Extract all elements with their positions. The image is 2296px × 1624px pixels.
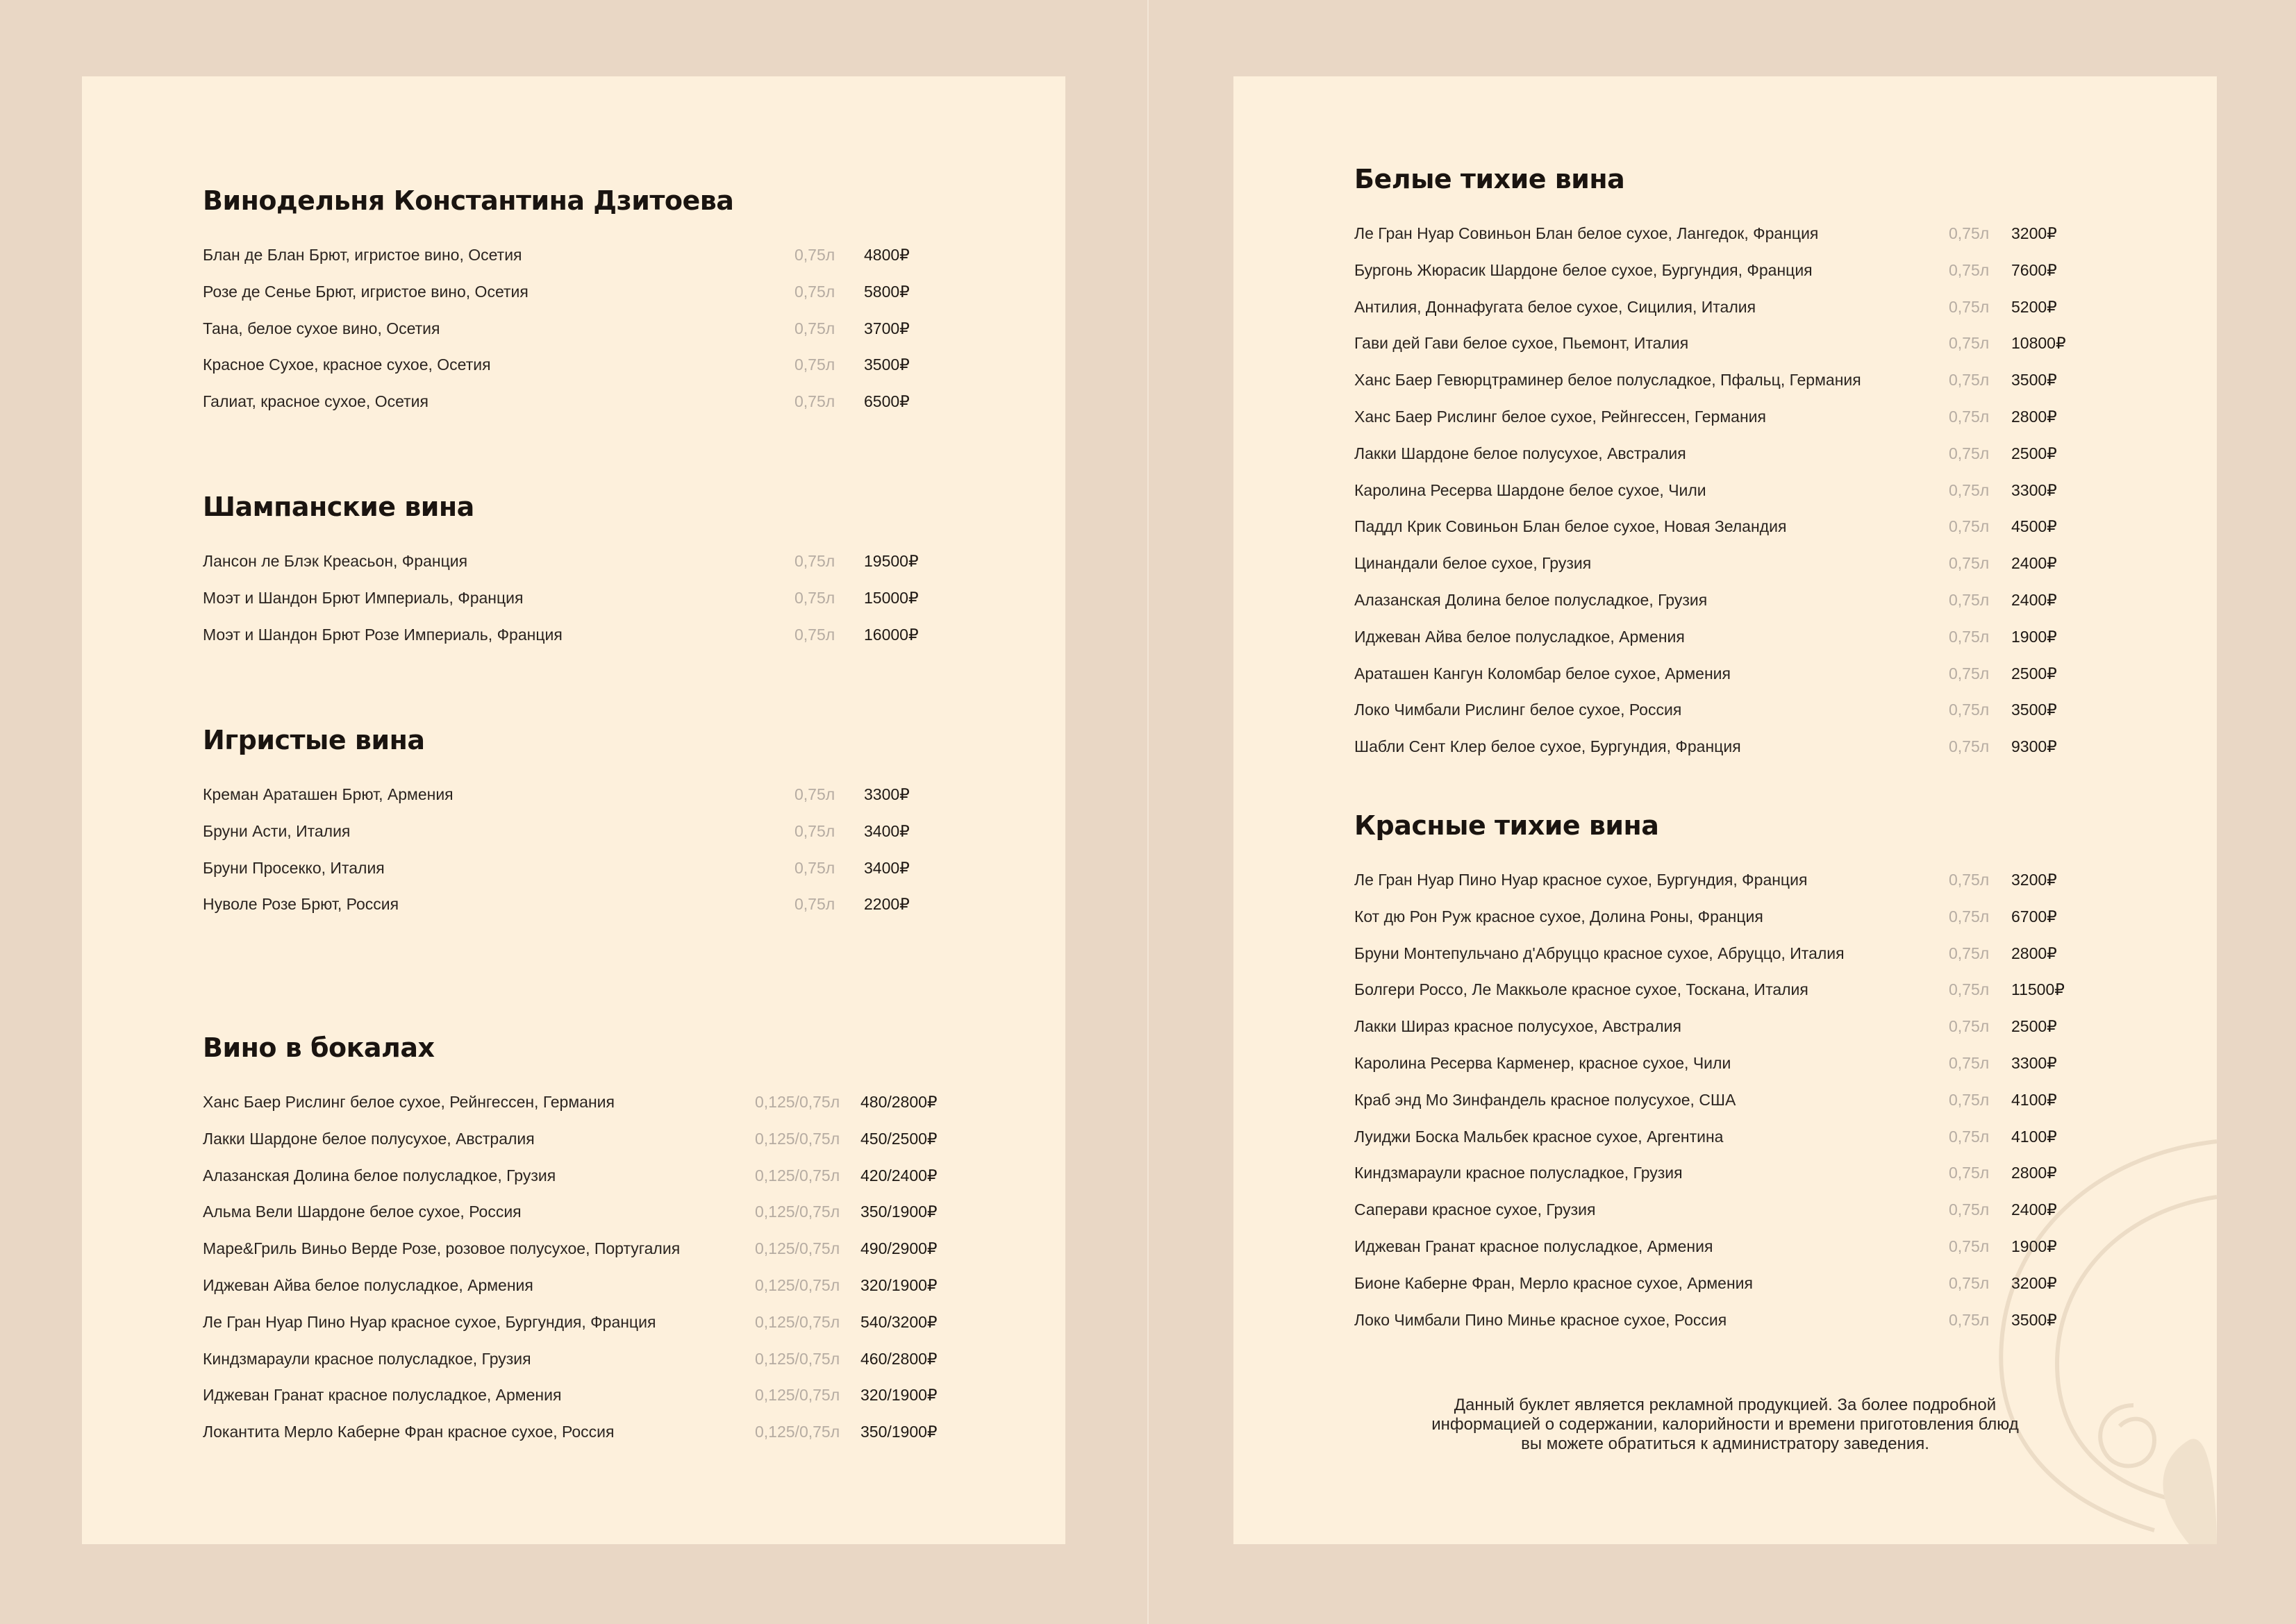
spread-fold: [1147, 0, 1149, 1624]
wine-name: Локантита Мерло Каберне Фран красное сухое, Россия: [203, 1423, 615, 1441]
wine-volume: 0,125/0,75л: [755, 1312, 840, 1331]
menu-item-row: [1354, 1155, 2188, 1191]
wine-price: 350/1900₽: [860, 1203, 938, 1221]
wine-volume: 0,75л: [795, 319, 835, 337]
wine-price: 5200₽: [2011, 297, 2057, 316]
wine-name: Киндзмараули красное полусладкое, Грузия: [1354, 1164, 1683, 1182]
wine-name: Альма Вели Шардоне белое сухое, Россия: [203, 1203, 522, 1221]
menu-item-row: [203, 383, 1036, 420]
menu-item-row: [1354, 971, 2188, 1008]
wine-price: 10800₽: [2011, 334, 2066, 353]
menu-item-row: [1354, 252, 2188, 289]
wine-volume: 0,75л: [1949, 371, 1990, 390]
menu-item-row: [1354, 619, 2188, 655]
wine-volume: 0,75л: [1949, 480, 1990, 499]
menu-item-row: [1354, 935, 2188, 972]
wine-name: Бруни Асти, Италия: [203, 821, 351, 840]
menu-item-row: [1354, 692, 2188, 728]
wine-price: 3200₽: [2011, 1273, 2057, 1292]
wine-price: 3400₽: [864, 858, 910, 877]
menu-item-row: [203, 617, 1036, 653]
wine-name: Креман Араташен Брют, Армения: [203, 785, 454, 803]
menu-item-row: [1354, 1265, 2188, 1302]
wine-volume: 0,75л: [1949, 627, 1990, 646]
wine-price: 16000₽: [864, 625, 919, 644]
menu-item-row: [203, 1267, 1036, 1304]
wine-price: 19500₽: [864, 552, 919, 570]
wine-volume: 0,75л: [1949, 554, 1990, 573]
wine-price: 2800₽: [2011, 1164, 2057, 1182]
menu-page-left: [82, 76, 1065, 1544]
wine-volume: 0,75л: [1949, 1127, 1990, 1146]
wine-name: Саперави красное сухое, Грузия: [1354, 1200, 1596, 1219]
wine-volume: 0,75л: [795, 625, 835, 644]
wine-name: Бионе Каберне Фран, Мерло красное сухое, Армения: [1354, 1273, 1753, 1292]
wine-price: 480/2800₽: [860, 1093, 938, 1111]
wine-name: Розе де Сенье Брют, игристое вино, Осетия: [203, 282, 529, 301]
menu-item-row: [203, 543, 1036, 580]
wine-price: 3500₽: [2011, 371, 2057, 390]
wine-name: Маре&Гриль Виньо Верде Розе, розовое полусухое, Португалия: [203, 1239, 681, 1258]
menu-item-row: [1354, 1191, 2188, 1228]
wine-volume: 0,75л: [795, 246, 835, 264]
wine-price: 450/2500₽: [860, 1129, 938, 1148]
menu-item-row: [1354, 1082, 2188, 1119]
wine-name: Каролина Ресерва Шардоне белое сухое, Чили: [1354, 480, 1706, 499]
wine-price: 490/2900₽: [860, 1239, 938, 1258]
menu-item-row: [1354, 215, 2188, 252]
wine-name: Гави дей Гави белое сухое, Пьемонт, Италия: [1354, 334, 1689, 353]
disclaimer-line: вы можете обратиться к администратору заведения.: [1521, 1434, 1929, 1453]
wine-price: 15000₽: [864, 588, 919, 607]
wine-name: Иджеван Гранат красное полусладкое, Армения: [1354, 1237, 1713, 1255]
wine-volume: 0,75л: [1949, 701, 1990, 719]
wine-price: 3200₽: [2011, 224, 2057, 242]
wine-name: Киндзмараули красное полусладкое, Грузия: [203, 1349, 531, 1368]
wine-volume: 0,75л: [1949, 980, 1990, 999]
wine-volume: 0,75л: [795, 355, 835, 374]
wine-price: 3700₽: [864, 319, 910, 337]
wine-name: Иджеван Айва белое полусладкое, Армения: [203, 1275, 533, 1294]
wine-name: Красное Сухое, красное сухое, Осетия: [203, 355, 491, 374]
item-list: [203, 1084, 1036, 1450]
menu-item-row: [203, 1377, 1036, 1414]
wine-name: Антилия, Доннафугата белое сухое, Сицилия, Италия: [1354, 297, 1756, 316]
wine-name: Кот дю Рон Руж красное сухое, Долина Роны, Франция: [1354, 907, 1763, 926]
wine-name: Локо Чимбали Пино Минье красное сухое, Россия: [1354, 1310, 1727, 1329]
wine-volume: 0,75л: [1949, 1200, 1990, 1219]
wine-volume: 0,125/0,75л: [755, 1203, 840, 1221]
wine-volume: 0,125/0,75л: [755, 1386, 840, 1405]
wine-name: Алазанская Долина белое полусладкое, Грузия: [1354, 590, 1708, 609]
wine-name: Каролина Ресерва Карменер, красное сухое, Чили: [1354, 1053, 1731, 1072]
wine-volume: 0,125/0,75л: [755, 1423, 840, 1441]
wine-price: 3300₽: [2011, 480, 2057, 499]
wine-volume: 0,125/0,75л: [755, 1349, 840, 1368]
menu-item-row: [1354, 1045, 2188, 1082]
wine-volume: 0,75л: [1949, 297, 1990, 316]
menu-item-row: [1354, 898, 2188, 935]
wine-price: 2200₽: [864, 895, 910, 914]
item-list: [1354, 862, 2188, 1338]
wine-price: 4800₽: [864, 246, 910, 264]
wine-name: Моэт и Шандон Брют Розе Империаль, Франция: [203, 625, 563, 644]
wine-price: 3400₽: [864, 821, 910, 840]
wine-volume: 0,75л: [1949, 407, 1990, 426]
wine-price: 3500₽: [2011, 701, 2057, 719]
menu-item-row: [1354, 399, 2188, 435]
menu-item-row: [1354, 472, 2188, 509]
wine-price: 2400₽: [2011, 590, 2057, 609]
wine-volume: 0,75л: [1949, 737, 1990, 756]
wine-name: Иджеван Гранат красное полусладкое, Армения: [203, 1386, 562, 1405]
wine-price: 3200₽: [2011, 871, 2057, 889]
wine-volume: 0,75л: [1949, 1237, 1990, 1255]
wine-price: 1900₽: [2011, 627, 2057, 646]
menu-item-row: [203, 346, 1036, 383]
wine-price: 2400₽: [2011, 1200, 2057, 1219]
wine-name: Араташен Кангун Коломбар белое сухое, Армения: [1354, 664, 1731, 683]
wine-price: 9300₽: [2011, 737, 2057, 756]
wine-price: 2500₽: [2011, 1017, 2057, 1036]
wine-name: Алазанская Долина белое полусладкое, Грузия: [203, 1166, 556, 1184]
wine-price: 2500₽: [2011, 664, 2057, 683]
wine-name: Лакки Шардоне белое полусухое, Австралия: [203, 1129, 535, 1148]
menu-item-row: [203, 1121, 1036, 1157]
wine-name: Галиат, красное сухое, Осетия: [203, 392, 429, 411]
wine-volume: 0,75л: [795, 588, 835, 607]
wine-volume: 0,125/0,75л: [755, 1239, 840, 1258]
menu-item-row: [1354, 1008, 2188, 1045]
wine-volume: 0,75л: [1949, 224, 1990, 242]
wine-name: Бургонь Жюрасик Шардоне белое сухое, Бургундия, Франция: [1354, 260, 1813, 279]
menu-item-row: [203, 237, 1036, 274]
section-by-glass: [203, 1031, 1036, 1450]
wine-price: 320/1900₽: [860, 1275, 938, 1294]
wine-volume: 0,75л: [1949, 1053, 1990, 1072]
wine-price: 4100₽: [2011, 1127, 2057, 1146]
wine-volume: 0,75л: [795, 392, 835, 411]
menu-item-row: [1354, 435, 2188, 472]
wine-price: 6500₽: [864, 392, 910, 411]
item-list: [203, 776, 1036, 923]
wine-volume: 0,75л: [1949, 260, 1990, 279]
menu-item-row: [1354, 1228, 2188, 1265]
wine-price: 7600₽: [2011, 260, 2057, 279]
item-list: [203, 543, 1036, 653]
wine-name: Шабли Сент Клер белое сухое, Бургундия, Франция: [1354, 737, 1741, 756]
wine-name: Ле Гран Нуар Совиньон Блан белое сухое, Лангедок, Франция: [1354, 224, 1819, 242]
wine-name: Цинандали белое сухое, Грузия: [1354, 554, 1592, 573]
wine-price: 11500₽: [2011, 980, 2065, 999]
menu-item-row: [203, 274, 1036, 310]
wine-volume: 0,75л: [1949, 1310, 1990, 1329]
wine-name: Бруни Монтепульчано д'Абруццо красное сухое, Абруццо, Италия: [1354, 944, 1845, 962]
section-sparkling: [203, 723, 1036, 923]
section-winery: [203, 184, 1036, 420]
wine-volume: 0,75л: [1949, 590, 1990, 609]
wine-volume: 0,75л: [795, 785, 835, 803]
wine-volume: 0,75л: [795, 821, 835, 840]
menu-item-row: [203, 1341, 1036, 1378]
menu-item-row: [1354, 862, 2188, 898]
wine-volume: 0,75л: [795, 895, 835, 914]
wine-price: 3500₽: [864, 355, 910, 374]
menu-item-row: [1354, 655, 2188, 692]
section-title: Игристые вина: [203, 725, 425, 755]
wine-price: 3500₽: [2011, 1310, 2057, 1329]
wine-name: Паддл Крик Совиньон Блан белое сухое, Новая Зеландия: [1354, 517, 1787, 536]
menu-item-row: [203, 886, 1036, 923]
wine-name: Ханс Баер Гевюрцтраминер белое полусладкое, Пфальц, Германия: [1354, 371, 1861, 390]
wine-price: 3300₽: [2011, 1053, 2057, 1072]
section-white-wines: [1354, 162, 2188, 765]
wine-volume: 0,75л: [795, 552, 835, 570]
menu-item-row: [203, 1157, 1036, 1194]
wine-price: 3300₽: [864, 785, 910, 803]
wine-price: 420/2400₽: [860, 1166, 938, 1184]
wine-volume: 0,75л: [1949, 334, 1990, 353]
menu-item-row: [1354, 289, 2188, 326]
wine-price: 2800₽: [2011, 944, 2057, 962]
menu-item-row: [203, 1084, 1036, 1121]
wine-volume: 0,75л: [1949, 1090, 1990, 1109]
menu-item-row: [1354, 1119, 2188, 1155]
disclaimer-line: Данный буклет является рекламной продукцией. За более подробной: [1454, 1396, 1997, 1414]
wine-volume: 0,125/0,75л: [755, 1093, 840, 1111]
menu-item-row: [203, 813, 1036, 850]
wine-price: 4500₽: [2011, 517, 2057, 536]
wine-name: Лансон ле Блэк Креасьон, Франция: [203, 552, 468, 570]
wine-price: 2800₽: [2011, 407, 2057, 426]
section-champagne: [203, 490, 1036, 653]
wine-volume: 0,75л: [1949, 517, 1990, 536]
wine-volume: 0,125/0,75л: [755, 1166, 840, 1184]
section-title: Шампанские вина: [203, 492, 474, 522]
wine-price: 6700₽: [2011, 907, 2057, 926]
wine-volume: 0,75л: [1949, 1164, 1990, 1182]
disclaimer-note: [1233, 1396, 2217, 1454]
menu-item-row: [1354, 325, 2188, 362]
section-red-wines: [1354, 809, 2188, 1338]
item-list: [203, 237, 1036, 420]
wine-volume: 0,75л: [1949, 907, 1990, 926]
wine-name: Луиджи Боска Мальбек красное сухое, Аргентина: [1354, 1127, 1724, 1146]
menu-item-row: [203, 1194, 1036, 1230]
wine-volume: 0,75л: [1949, 871, 1990, 889]
wine-name: Блан де Блан Брют, игристое вино, Осетия: [203, 246, 522, 264]
menu-item-row: [203, 580, 1036, 617]
wine-price: 540/3200₽: [860, 1312, 938, 1331]
wine-name: Лакки Шираз красное полусухое, Австралия: [1354, 1017, 1681, 1036]
wine-price: 2400₽: [2011, 554, 2057, 573]
wine-name: Болгери Россо, Ле Маккьоле красное сухое, Тоскана, Италия: [1354, 980, 1808, 999]
wine-volume: 0,125/0,75л: [755, 1275, 840, 1294]
wine-name: Краб энд Мо Зинфандель красное полусухое, США: [1354, 1090, 1736, 1109]
menu-item-row: [203, 850, 1036, 887]
wine-volume: 0,75л: [1949, 1273, 1990, 1292]
menu-item-row: [1354, 1302, 2188, 1339]
wine-volume: 0,75л: [795, 858, 835, 877]
wine-name: Иджеван Айва белое полусладкое, Армения: [1354, 627, 1685, 646]
menu-item-row: [203, 310, 1036, 347]
wine-name: Моэт и Шандон Брют Империаль, Франция: [203, 588, 524, 607]
wine-name: Бруни Просекко, Италия: [203, 858, 385, 877]
menu-item-row: [1354, 508, 2188, 545]
wine-price: 460/2800₽: [860, 1349, 938, 1368]
wine-name: Лакки Шардоне белое полусухое, Австралия: [1354, 444, 1686, 462]
menu-item-row: [203, 1230, 1036, 1267]
menu-item-row: [203, 1304, 1036, 1341]
wine-volume: 0,75л: [1949, 444, 1990, 462]
wine-name: Ханс Баер Рислинг белое сухое, Рейнгессен, Германия: [203, 1093, 615, 1111]
section-title: Красные тихие вина: [1354, 810, 1659, 841]
wine-price: 2500₽: [2011, 444, 2057, 462]
wine-name: Нуволе Розе Брют, Россия: [203, 895, 399, 914]
section-title: Винодельня Константина Дзитоева: [203, 185, 734, 216]
wine-name: Локо Чимбали Рислинг белое сухое, Россия: [1354, 701, 1682, 719]
wine-name: Ханс Баер Рислинг белое сухое, Рейнгессен, Германия: [1354, 407, 1766, 426]
wine-price: 4100₽: [2011, 1090, 2057, 1109]
menu-item-row: [203, 1414, 1036, 1450]
menu-item-row: [1354, 545, 2188, 582]
item-list: [1354, 215, 2188, 765]
menu-item-row: [1354, 728, 2188, 765]
menu-page-right: [1233, 76, 2217, 1544]
wine-name: Ле Гран Нуар Пино Нуар красное сухое, Бургундия, Франция: [203, 1312, 656, 1331]
wine-price: 5800₽: [864, 282, 910, 301]
menu-item-row: [1354, 582, 2188, 619]
wine-price: 1900₽: [2011, 1237, 2057, 1255]
disclaimer-line: информацией о содержании, калорийности и времени приготовления блюд: [1431, 1415, 2019, 1434]
wine-volume: 0,125/0,75л: [755, 1129, 840, 1148]
menu-item-row: [203, 776, 1036, 813]
menu-item-row: [1354, 362, 2188, 399]
wine-price: 320/1900₽: [860, 1386, 938, 1405]
wine-volume: 0,75л: [795, 282, 835, 301]
wine-volume: 0,75л: [1949, 1017, 1990, 1036]
wine-price: 350/1900₽: [860, 1423, 938, 1441]
wine-volume: 0,75л: [1949, 944, 1990, 962]
section-title: Белые тихие вина: [1354, 164, 1625, 194]
wine-name: Ле Гран Нуар Пино Нуар красное сухое, Бургундия, Франция: [1354, 871, 1808, 889]
wine-volume: 0,75л: [1949, 664, 1990, 683]
wine-name: Тана, белое сухое вино, Осетия: [203, 319, 440, 337]
section-title: Вино в бокалах: [203, 1032, 435, 1063]
